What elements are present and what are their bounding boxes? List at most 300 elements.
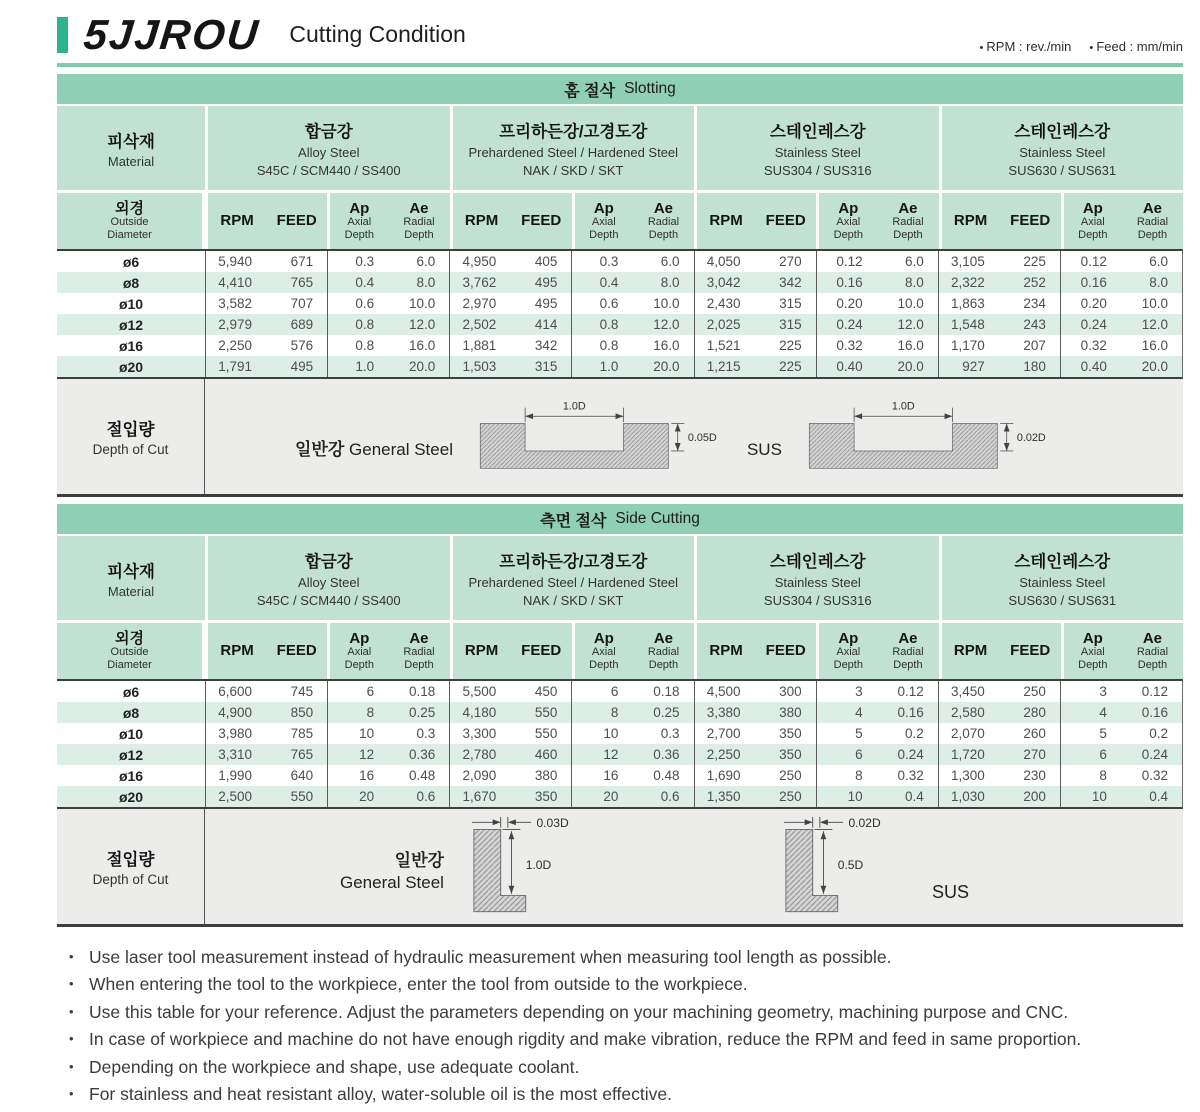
value-cell: 1,521 [694, 335, 755, 356]
value-cell: 0.8 [327, 335, 388, 356]
value-cell: 10 [816, 786, 877, 807]
rpm-column-header [205, 193, 266, 249]
value-cell: 460 [534, 747, 558, 762]
material-name-en: Prehardened Steel / Hardened Steel [468, 575, 679, 590]
value-cell: 2,322 [938, 272, 999, 293]
value-cell: 1,350 [694, 786, 755, 807]
ap-sub-label: Axial [347, 216, 372, 229]
diameter-label-en1: Outside [110, 216, 149, 229]
value-cell: 12.0 [1141, 317, 1168, 332]
ae-sub-label2: Depth [648, 228, 679, 241]
feed-label: FEED [521, 642, 562, 660]
material-header-cell [942, 536, 1184, 620]
value-cell: 16.0 [653, 338, 680, 353]
value-cell: 0.4 [327, 272, 388, 293]
diagram-label-en: SUS [746, 439, 782, 459]
value-cell: 0.6 [416, 789, 436, 804]
value-cell: 0.16 [1141, 705, 1168, 720]
value-cell: 3,762 [449, 272, 510, 293]
sus-slot-diagram [747, 396, 1056, 477]
value-cell: 0.3 [571, 251, 632, 272]
feed-label: FEED [276, 212, 317, 230]
value-cell: 16 [571, 765, 632, 786]
value-cell: 0.12 [1060, 251, 1121, 272]
sus-side-diagram [768, 815, 969, 919]
ae-sub-label: Radial [892, 646, 924, 659]
value-cell: 1,990 [205, 765, 266, 786]
diagram-label-en: General Steel [349, 439, 453, 459]
side-depth-dim: 0.5D [837, 857, 864, 872]
feed-column-header [1000, 623, 1061, 679]
value-cell: 16 [327, 765, 388, 786]
units-legend [979, 39, 1183, 54]
value-cell: 0.24 [1141, 747, 1168, 762]
brand [57, 11, 466, 58]
slot-width-dim: 1.0D [562, 400, 586, 413]
diameter-label-kr: 외경 [115, 199, 144, 217]
material-name-en: Alloy Steel [298, 145, 360, 160]
value-cell: 20.0 [408, 359, 436, 374]
value-cell: 3,300 [449, 723, 510, 744]
ap-sub-label: Axial [347, 646, 372, 659]
ap-sub-label2: Depth [1078, 228, 1108, 241]
bullet-icon: • [69, 1058, 74, 1074]
feed-column-header [511, 623, 572, 679]
value-cell: 4,410 [205, 272, 266, 293]
ap-label: Ap [1082, 629, 1103, 647]
ap-label: Ap [593, 199, 614, 217]
ap-sub-label2: Depth [833, 658, 863, 671]
value-cell: 380 [779, 705, 802, 720]
material-header-cell [208, 106, 450, 190]
ae-label: Ae [1142, 629, 1163, 647]
diameter-label-en2: Diameter [107, 228, 152, 241]
ap-column-header [1061, 623, 1122, 679]
rpm-column-header [939, 623, 1000, 679]
table-row [57, 702, 1182, 723]
ap-sub-label2: Depth [344, 658, 374, 671]
columns-row [57, 623, 1183, 679]
side-profile-icon [768, 815, 920, 919]
material-name-en: Stainless Steel [774, 575, 861, 590]
value-cell: 0.20 [1060, 293, 1121, 314]
value-cell: 8.0 [416, 275, 436, 290]
ap-sub-label2: Depth [1078, 658, 1108, 671]
material-label-cell [57, 536, 205, 620]
material-name-en: Alloy Steel [298, 575, 360, 590]
value-cell: 3,105 [938, 251, 999, 272]
materials-row [57, 536, 1183, 620]
value-cell: 342 [534, 338, 558, 353]
diagram-label-en: SUS [931, 881, 969, 902]
value-cell: 4,900 [205, 702, 266, 723]
diameter-cell: ø12 [118, 746, 144, 763]
ap-label: Ap [349, 199, 370, 217]
value-cell: 1,215 [694, 356, 755, 377]
material-header-cell [208, 536, 450, 620]
value-cell: 225 [779, 338, 802, 353]
material-name-kr: 스테인레스강 [769, 553, 866, 571]
value-cell: 250 [779, 789, 802, 804]
ae-label: Ae [898, 199, 918, 217]
value-cell: 0.32 [897, 768, 924, 783]
ae-sub-label: Radial [647, 646, 680, 659]
ae-label: Ae [653, 629, 674, 647]
value-cell: 2,250 [205, 335, 266, 356]
table-row [57, 786, 1182, 807]
value-cell: 495 [290, 359, 314, 374]
depth-diagrams [205, 379, 1183, 494]
material-header-cell [453, 536, 695, 620]
diagram-label-en: General Steel [340, 872, 444, 892]
note-item [69, 945, 1183, 970]
value-cell: 1,881 [449, 335, 510, 356]
material-grades: SUS304 / SUS316 [763, 163, 872, 178]
value-cell: 414 [534, 317, 558, 332]
ae-sub-label: Radial [403, 216, 435, 229]
value-cell: 260 [1023, 726, 1046, 741]
material-header-cell [942, 106, 1184, 190]
value-cell: 495 [534, 275, 558, 290]
rpm-label: RPM [220, 642, 254, 660]
value-cell: 2,580 [938, 702, 999, 723]
depth-label-en: Depth of Cut [92, 442, 169, 457]
diameter-cell: ø20 [118, 358, 144, 375]
ap-column-header [327, 623, 388, 679]
value-cell: 0.3 [327, 251, 388, 272]
value-cell: 550 [534, 705, 558, 720]
ae-sub-label2: Depth [893, 228, 923, 241]
value-cell: 315 [779, 296, 802, 311]
ae-column-header [1122, 193, 1183, 249]
material-label-en: Material [107, 583, 155, 599]
bullet-icon: • [69, 1085, 74, 1101]
ap-sub-label: Axial [1080, 646, 1105, 659]
value-cell: 8 [571, 702, 632, 723]
table-row [57, 314, 1182, 335]
slot-width-dim: 1.0D [891, 400, 915, 413]
value-cell: 315 [779, 317, 802, 332]
table-title-en: Side Cutting [615, 510, 700, 527]
ae-column-header [633, 623, 694, 679]
ap-column-header [816, 193, 877, 249]
value-cell: 8 [816, 765, 877, 786]
value-cell: 927 [938, 356, 999, 377]
value-cell: 2,700 [694, 723, 755, 744]
value-cell: 243 [1023, 317, 1046, 332]
side-depth-dim: 1.0D [525, 857, 552, 872]
diameter-label-en1: Outside [110, 646, 149, 659]
material-name-en: Prehardened Steel / Hardened Steel [468, 145, 679, 160]
value-cell: 5,500 [449, 681, 510, 702]
ae-sub-label2: Depth [1137, 658, 1168, 671]
diameter-cell: ø12 [118, 316, 144, 333]
note-text: Use laser tool measurement instead of hydraulic measurement when measuring tool length as possible. [89, 947, 892, 967]
slotting-table [57, 74, 1183, 497]
value-cell: 0.16 [1060, 272, 1121, 293]
value-cell: 0.6 [660, 789, 680, 804]
diameter-cell: ø10 [118, 725, 144, 742]
ae-sub-label: Radial [403, 646, 435, 659]
ae-column-header [1122, 623, 1183, 679]
diagram-label [340, 850, 444, 893]
ae-column-header [877, 193, 938, 249]
feed-column-header [266, 623, 327, 679]
value-cell: 3,582 [205, 293, 266, 314]
note-item [69, 1055, 1183, 1080]
depth-label-kr: 절입량 [106, 421, 155, 439]
feed-column-header [511, 193, 572, 249]
value-cell: 0.2 [1149, 726, 1168, 741]
value-cell: 225 [1023, 254, 1046, 269]
value-cell: 350 [779, 726, 802, 741]
diameter-cell: ø20 [118, 788, 144, 805]
value-cell: 230 [1023, 768, 1046, 783]
value-cell: 2,430 [694, 293, 755, 314]
material-grades: NAK / SKD / SKT [523, 593, 624, 608]
value-cell: 4,050 [694, 251, 755, 272]
material-name-kr: 스테인레스강 [1014, 553, 1111, 571]
value-cell: 12.0 [408, 317, 436, 332]
table-row [57, 681, 1182, 702]
value-cell: 850 [290, 705, 314, 720]
value-cell: 6.0 [660, 254, 680, 269]
value-cell: 0.20 [816, 293, 877, 314]
brand-logo: 5JJROU [81, 11, 262, 58]
material-name-kr: 프리하든강/고경도강 [499, 123, 648, 141]
value-cell: 0.25 [408, 705, 436, 720]
value-cell: 3,980 [205, 723, 266, 744]
value-cell: 0.3 [416, 726, 436, 741]
general-steel-side-diagram [340, 815, 608, 919]
table-body [57, 679, 1183, 809]
value-cell: 1,791 [205, 356, 266, 377]
value-cell: 20.0 [653, 359, 680, 374]
value-cell: 0.4 [904, 789, 924, 804]
ap-sub-label2: Depth [589, 228, 619, 241]
header-rule [57, 63, 1183, 67]
rpm-label: RPM [464, 212, 499, 230]
note-text: Depending on the workpiece and shape, use adequate coolant. [89, 1056, 580, 1077]
value-cell: 250 [1023, 684, 1046, 699]
table-row [57, 272, 1182, 293]
ap-label: Ap [1082, 199, 1103, 217]
ae-sub-label2: Depth [648, 658, 679, 671]
value-cell: 2,070 [938, 723, 999, 744]
feed-label: FEED [276, 642, 317, 660]
rpm-column-header [694, 193, 755, 249]
side-width-dim: 0.03D [536, 815, 569, 830]
note-item [69, 1027, 1183, 1052]
value-cell: 0.12 [897, 684, 924, 699]
value-cell: 207 [1023, 338, 1046, 353]
value-cell: 2,979 [205, 314, 266, 335]
value-cell: 300 [779, 684, 802, 699]
value-cell: 2,025 [694, 314, 755, 335]
value-cell: 0.6 [571, 293, 632, 314]
value-cell: 10 [571, 723, 632, 744]
value-cell: 0.16 [816, 272, 877, 293]
value-cell: 550 [290, 789, 314, 804]
value-cell: 0.2 [904, 726, 924, 741]
ae-sub-label: Radial [1136, 216, 1169, 229]
value-cell: 20.0 [1141, 359, 1168, 374]
material-grades: S45C / SCM440 / SS400 [256, 593, 401, 608]
value-cell: 0.12 [1141, 684, 1168, 699]
table-row [57, 251, 1182, 272]
value-cell: 3,042 [694, 272, 755, 293]
ap-label: Ap [593, 629, 614, 647]
value-cell: 550 [534, 726, 558, 741]
ae-label: Ae [1142, 199, 1163, 217]
value-cell: 405 [534, 254, 558, 269]
material-grades: SUS630 / SUS631 [1008, 163, 1117, 178]
ae-sub-label2: Depth [404, 228, 434, 241]
value-cell: 0.32 [1060, 335, 1121, 356]
ap-column-header [572, 193, 633, 249]
value-cell: 12 [327, 744, 388, 765]
rpm-label: RPM [464, 642, 499, 660]
table-title-band [57, 74, 1183, 104]
ap-label: Ap [838, 629, 859, 647]
material-name-en: Stainless Steel [1019, 145, 1106, 160]
diameter-cell: ø6 [122, 683, 140, 700]
ap-sub-label2: Depth [344, 228, 374, 241]
note-item [69, 972, 1183, 997]
value-cell: 5 [816, 723, 877, 744]
material-header-cell [697, 106, 939, 190]
value-cell: 280 [1023, 705, 1046, 720]
slot-depth-dim: 0.05D [687, 431, 717, 444]
side-width-dim: 0.02D [848, 815, 881, 830]
feed-label: FEED [765, 642, 806, 660]
value-cell: 1,548 [938, 314, 999, 335]
value-cell: 0.4 [1149, 789, 1168, 804]
value-cell: 16.0 [897, 338, 924, 353]
ae-label: Ae [898, 629, 918, 647]
material-name-kr: 프리하든강/고경도강 [499, 553, 648, 571]
value-cell: 765 [290, 747, 314, 762]
material-label-en: Material [107, 153, 155, 169]
diameter-cell: ø16 [118, 767, 144, 784]
ae-label: Ae [653, 199, 674, 217]
value-cell: 6 [327, 681, 388, 702]
value-cell: 576 [290, 338, 314, 353]
value-cell: 0.8 [571, 335, 632, 356]
value-cell: 745 [290, 684, 314, 699]
general-steel-slot-diagram [295, 396, 727, 477]
ae-sub-label2: Depth [893, 658, 923, 671]
value-cell: 12.0 [897, 317, 924, 332]
ap-column-header [1061, 193, 1122, 249]
value-cell: 0.16 [897, 705, 924, 720]
table-row [57, 335, 1182, 356]
value-cell: 4,180 [449, 702, 510, 723]
value-cell: 250 [779, 768, 802, 783]
table-row [57, 293, 1182, 314]
rpm-column-header [694, 623, 755, 679]
brand-accent-bar-icon [57, 17, 68, 53]
value-cell: 0.3 [660, 726, 680, 741]
ap-sub-label: Axial [836, 646, 861, 659]
value-cell: 785 [290, 726, 314, 741]
value-cell: 4,500 [694, 681, 755, 702]
diagram-label [747, 439, 782, 460]
value-cell: 12.0 [653, 317, 680, 332]
value-cell: 270 [779, 254, 802, 269]
ap-column-header [816, 623, 877, 679]
value-cell: 6 [571, 681, 632, 702]
diameter-cell: ø6 [122, 253, 140, 270]
material-name-en: Stainless Steel [1019, 575, 1106, 590]
ae-column-header [388, 623, 449, 679]
diameter-label-kr: 외경 [115, 629, 144, 647]
value-cell: 315 [534, 359, 558, 374]
material-name-kr: 스테인레스강 [769, 123, 866, 141]
ae-label: Ae [409, 199, 429, 217]
unit-feed: • Feed : mm/min [1089, 39, 1183, 54]
diameter-cell: ø16 [118, 337, 144, 354]
value-cell: 707 [290, 296, 314, 311]
value-cell: 5,940 [205, 251, 266, 272]
value-cell: 0.32 [1141, 768, 1168, 783]
value-cell: 225 [779, 359, 802, 374]
value-cell: 689 [290, 317, 314, 332]
diameter-cell: ø10 [118, 295, 144, 312]
columns-row [57, 193, 1183, 249]
value-cell: 6.0 [1149, 254, 1168, 269]
bullet-icon: • [69, 1031, 74, 1047]
value-cell: 8 [327, 702, 388, 723]
rpm-label: RPM [709, 212, 743, 230]
value-cell: 0.48 [408, 768, 436, 783]
ap-sub-label: Axial [591, 216, 616, 229]
note-text: In case of workpiece and machine do not have enough rigdity and make vibration, reduce the RPM and feed in same proportion. [89, 1029, 1082, 1050]
value-cell: 10.0 [653, 296, 680, 311]
material-grades: SUS630 / SUS631 [1008, 593, 1117, 608]
materials-row [57, 106, 1183, 190]
value-cell: 342 [779, 275, 802, 290]
depth-label-kr: 절입량 [106, 851, 155, 869]
slot-profile-icon [794, 396, 1056, 477]
table-title-kr: 측면 절삭 [540, 512, 607, 530]
value-cell: 3,310 [205, 744, 266, 765]
table-title-kr: 홈 절삭 [564, 82, 616, 100]
depth-label-en: Depth of Cut [92, 872, 169, 887]
table-row [57, 765, 1182, 786]
value-cell: 16.0 [408, 338, 436, 353]
value-cell: 10 [327, 723, 388, 744]
rpm-label: RPM [220, 212, 254, 230]
note-item [69, 1000, 1183, 1025]
value-cell: 3,450 [938, 681, 999, 702]
value-cell: 200 [1023, 789, 1046, 804]
page-header [57, 11, 1183, 58]
diameter-column-header [57, 623, 205, 679]
value-cell: 3 [816, 681, 877, 702]
value-cell: 6.0 [904, 254, 924, 269]
value-cell: 10 [1060, 786, 1121, 807]
value-cell: 6,600 [205, 681, 266, 702]
value-cell: 1,670 [449, 786, 510, 807]
value-cell: 3,380 [694, 702, 755, 723]
feed-label: FEED [521, 212, 562, 230]
value-cell: 0.24 [897, 747, 924, 762]
value-cell: 0.36 [653, 747, 680, 762]
ae-sub-label: Radial [1136, 646, 1169, 659]
value-cell: 1,170 [938, 335, 999, 356]
value-cell: 10.0 [1141, 296, 1168, 311]
